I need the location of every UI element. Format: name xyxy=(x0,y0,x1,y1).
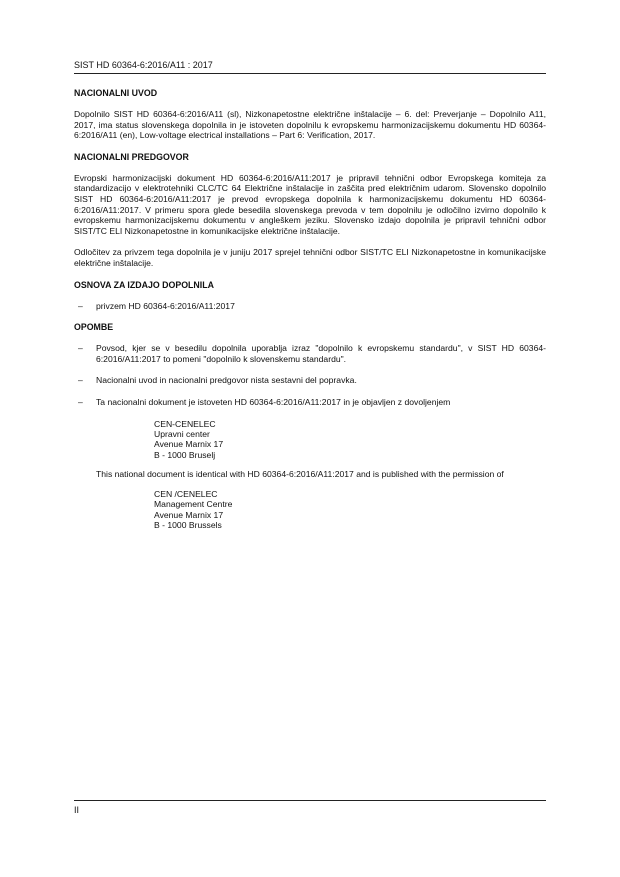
section-title-uvod: NACIONALNI UVOD xyxy=(74,88,158,98)
document-header: SIST HD 60364-6:2016/A11 : 2017 xyxy=(74,60,213,70)
english-notice: This national document is identical with HD 60364-6:2016/A11:2017 and is published with the permission of xyxy=(96,469,504,480)
address-line: B - 1000 Bruselj xyxy=(154,449,216,460)
dash-marker: – xyxy=(78,396,83,407)
address-line: CEN /CENELEC xyxy=(154,488,218,499)
uvod-paragraph: Dopolnilo SIST HD 60364-6:2016/A11 (sl), Nizkonapetostne električne inštalacije – 6. del: Preverjanje – Dopolnilo A11, 2017, ima status slovenskega dopolnila in je istoveten dopolnilu k evropskemu harmonizacijskemu dokumentu HD 60364-6:2016/A11 (en), Low-voltage electrical installations – Part 6: Verification, 2017. xyxy=(74,109,546,141)
page-number: II xyxy=(74,805,80,815)
address-line: Upravni center xyxy=(154,428,210,439)
opombe-list-item-1 xyxy=(74,343,546,364)
dash-marker: – xyxy=(78,300,83,311)
document-body xyxy=(74,88,546,539)
header-rule xyxy=(74,73,546,74)
opombe-item-3-text: Ta nacionalni dokument je istoveten HD 60364-6:2016/A11:2017 in je objavljen z dovoljenjem xyxy=(96,396,451,407)
address-block-sl xyxy=(154,419,546,461)
opombe-item-1-text: Povsod, kjer se v besedilu dopolnila uporablja izraz "dopolnilo k evropskemu standardu", v SIST HD 60364-6:2016/A11:2017 to pomeni "dopolnilo k slovenskemu standardu". xyxy=(96,343,546,364)
address-block-en xyxy=(154,489,546,531)
opombe-list-item-3 xyxy=(74,397,546,408)
dash-marker: – xyxy=(78,375,83,386)
address-line: Management Centre xyxy=(154,499,233,510)
address-line: B - 1000 Brussels xyxy=(154,519,222,530)
section-title-opombe: OPOMBE xyxy=(74,322,114,333)
section-title-osnova: OSNOVA ZA IZDAJO DOPOLNILA xyxy=(74,279,214,290)
dash-marker: – xyxy=(78,343,83,354)
osnova-item-text: privzem HD 60364-6:2016/A11:2017 xyxy=(96,300,235,311)
address-line: CEN-CENELEC xyxy=(154,418,216,429)
opombe-list-item-2 xyxy=(74,375,546,386)
address-line: Avenue Marnix 17 xyxy=(154,439,224,450)
footer-rule xyxy=(74,800,546,801)
predgovor-paragraph-2: Odločitev za privzem tega dopolnila je v juniju 2017 sprejel tehnični odbor SIST/TC ELI Nizkonapetostne in komunikacijske električne inštalacije. xyxy=(74,247,546,268)
predgovor-paragraph-1: Evropski harmonizacijski dokument HD 60364-6:2016/A11:2017 je pripravil tehnični odbor Evropskega komiteja za standardizacijo v elektrotehniki CLC/TC 64 Električne inštalacije in zaščita pred električnim udarom. Slovensko dopolnilo SIST HD 60364-6:2016/A11:2017 je prevod evropskega dopolnila k harmonizacijskemu dokumentu HD 60364-6:2016/A11:2017. V primeru spora glede besedila slovenskega prevoda v tem dopolnilu je odločilno izvirno dopolnilo k evropskemu harmonizacijskemu dokumentu v angleškem jeziku. Slovensko izdajo dopolnila je pripravil tehnični odbor SIST/TC ELI Nizkonapetostne in komunikacijske električne inštalacije. xyxy=(74,172,546,236)
osnova-list-item xyxy=(74,301,546,312)
address-line: Avenue Marnix 17 xyxy=(154,509,224,520)
opombe-item-2-text: Nacionalni uvod in nacionalni predgovor nista sestavni del popravka. xyxy=(96,375,357,386)
section-title-predgovor: NACIONALNI PREDGOVOR xyxy=(74,151,189,162)
